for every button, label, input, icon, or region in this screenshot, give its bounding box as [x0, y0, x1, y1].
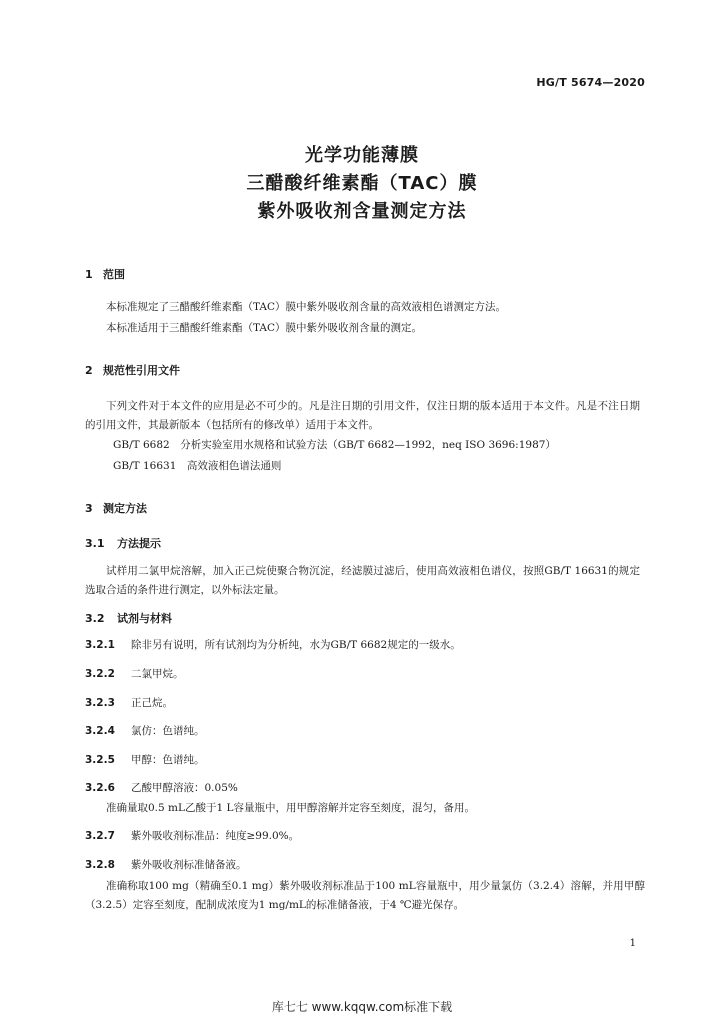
clause-3-2-8-detail: 准确称取100 mg（精确至0.1 mg）紫外吸收剂标准品于100 mL容量瓶中，用少量氯仿（3.2.4）溶解，并用甲醇（3.2.5）定容至刻度，配制成浓度为1 mg/mL的标准储备液，于4 ℃避光保存。 — [85, 880, 645, 911]
section-number: 3 — [85, 502, 93, 515]
clause-3-2-6 — [85, 779, 645, 798]
clause-3-2-7 — [85, 827, 645, 846]
clause-number: 3.2.1 — [85, 639, 115, 651]
section-2-paragraph-1: 下列文件对于本文件的应用是必不可少的。凡是注日期的引用文件，仅注日期的版本适用于本文件。凡是不注日期的引用文件，其最新版本（包括所有的修改单）适用于本文件。 — [85, 400, 640, 431]
reference-gbt-16631: GB/T 16631 高效液相色谱法通则 — [113, 460, 282, 472]
title-line-3: 紫外吸收剂含量测定方法 — [257, 201, 467, 222]
clause-number: 3.2.8 — [85, 859, 115, 871]
clause-number: 3.2.4 — [85, 725, 115, 737]
section-1-heading — [85, 266, 125, 282]
clause-3-2-8 — [85, 856, 645, 875]
title-line-1: 光学功能薄膜 — [305, 145, 419, 166]
clause-text: 二氯甲烷。 — [131, 668, 184, 680]
clause-3-2-5 — [85, 751, 645, 770]
clause-text: 正己烷。 — [131, 697, 173, 709]
subsection-number: 3.2 — [85, 612, 105, 625]
footer-watermark: 库七七 www.kqqw.com标准下载 — [271, 1000, 453, 1014]
section-number: 2 — [85, 364, 93, 377]
subsection-number: 3.1 — [85, 537, 105, 550]
section-number: 1 — [85, 268, 93, 281]
subsection-title: 方法提示 — [117, 537, 161, 550]
subsection-3-1-paragraph: 试样用二氯甲烷溶解，加入正己烷使聚合物沉淀，经滤膜过滤后，使用高效液相色谱仪，按照GB/T 16631的规定选取合适的条件进行测定，以外标法定量。 — [85, 565, 640, 596]
clause-text: 氯仿：色谱纯。 — [131, 725, 205, 737]
section-title: 测定方法 — [103, 502, 147, 515]
section-title: 规范性引用文件 — [103, 364, 180, 377]
reference-gbt-6682: GB/T 6682 分析实验室用水规格和试验方法（GB/T 6682—1992，neq ISO 3696:1987） — [113, 439, 556, 451]
clause-3-2-2 — [85, 665, 645, 684]
clause-text: 乙酸甲醇溶液：0.05% — [131, 782, 238, 794]
subsection-3-2-heading — [85, 610, 172, 626]
clause-3-2-6-detail: 准确量取0.5 mL乙酸于1 L容量瓶中，用甲醇溶解并定容至刻度，混匀，备用。 — [106, 802, 475, 814]
clause-text: 除非另有说明，所有试剂均为分析纯，水为GB/T 6682规定的一级水。 — [131, 639, 461, 651]
document-title — [0, 142, 724, 226]
clause-3-2-4 — [85, 722, 645, 741]
subsection-title: 试剂与材料 — [117, 612, 172, 625]
clause-number: 3.2.5 — [85, 754, 115, 766]
section-2-heading — [85, 362, 180, 378]
page-number: 1 — [629, 938, 636, 949]
clause-number: 3.2.2 — [85, 668, 115, 680]
clause-number: 3.2.3 — [85, 697, 115, 709]
clause-number: 3.2.6 — [85, 782, 115, 794]
section-1-paragraph-1: 本标准规定了三醋酸纤维素酯（TAC）膜中紫外吸收剂含量的高效液相色谱测定方法。 — [106, 301, 507, 313]
clause-number: 3.2.7 — [85, 830, 115, 842]
clause-text: 紫外吸收剂标准储备液。 — [131, 859, 247, 871]
standard-code: HG/T 5674—2020 — [536, 76, 645, 89]
section-1-paragraph-2: 本标准适用于三醋酸纤维素酯（TAC）膜中紫外吸收剂含量的测定。 — [106, 322, 423, 334]
clause-text: 甲醇：色谱纯。 — [131, 754, 205, 766]
title-line-2: 三醋酸纤维素酯（TAC）膜 — [246, 173, 478, 194]
clause-3-2-1 — [85, 636, 645, 655]
clause-3-2-3 — [85, 694, 645, 713]
subsection-3-1-heading — [85, 535, 161, 551]
clause-text: 紫外吸收剂标准品：纯度≥99.0%。 — [131, 830, 300, 842]
section-title: 范围 — [103, 268, 125, 281]
section-3-heading — [85, 500, 147, 516]
